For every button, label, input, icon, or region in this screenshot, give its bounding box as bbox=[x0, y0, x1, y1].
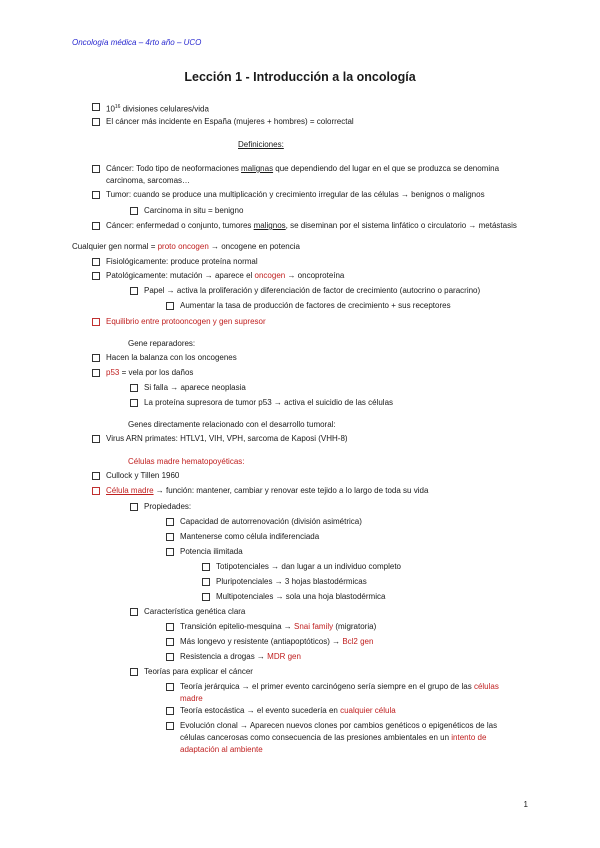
checkbox[interactable] bbox=[166, 683, 174, 691]
list-item-continuation: carcinoma, sarcomas… bbox=[106, 176, 191, 185]
list-item: Mantenerse como célula indiferenciada bbox=[180, 532, 320, 541]
list-item: Resistencia a drogas → MDR gen bbox=[180, 652, 301, 661]
checkbox[interactable] bbox=[92, 472, 100, 480]
checkbox[interactable] bbox=[130, 503, 138, 511]
list-item: La proteína supresora de tumor p53 → activa el suicidio de las células bbox=[144, 398, 394, 407]
list-item: Virus ARN primates: HTLV1, VIH, VPH, sarcoma de Kaposi (VHH-8) bbox=[106, 434, 348, 443]
section-heading: Definiciones: bbox=[238, 140, 284, 149]
section-heading: Genes directamente relacionado con el desarrollo tumoral: bbox=[128, 420, 336, 429]
list-item: Cáncer: enfermedad o conjunto, tumores malignos, se diseminan por el sistema linfático o circulatorio → metástasis bbox=[106, 221, 517, 230]
checkbox[interactable] bbox=[166, 518, 174, 526]
list-item: Totipotenciales → dan lugar a un individuo completo bbox=[216, 562, 402, 571]
list-item: Papel → activa la proliferación y diferenciación de factor de crecimiento (autocrino o paracrino) bbox=[144, 286, 481, 295]
list-item: p53 = vela por los daños bbox=[106, 368, 194, 377]
checkbox[interactable] bbox=[166, 722, 174, 730]
page-title: Lección 1 - Introducción a la oncología bbox=[184, 70, 416, 84]
checkbox[interactable] bbox=[92, 165, 100, 173]
section-heading: Células madre hematopoyéticas: bbox=[128, 457, 245, 466]
list-item: Evolución clonal → Aparecen nuevos clones por cambios genéticos o epigenéticos de las bbox=[180, 721, 498, 730]
checkbox[interactable] bbox=[166, 638, 174, 646]
list-item: Si falla → aparece neoplasia bbox=[144, 383, 246, 392]
checkbox[interactable] bbox=[130, 384, 138, 392]
list-item: Característica genética clara bbox=[144, 607, 246, 616]
checkbox[interactable] bbox=[130, 287, 138, 295]
checkbox[interactable] bbox=[202, 578, 210, 586]
section-heading: Gene reparadores: bbox=[128, 339, 196, 348]
checkbox[interactable] bbox=[130, 399, 138, 407]
list-item: Propiedades: bbox=[144, 502, 192, 511]
list-item: Aumentar la tasa de producción de factores de crecimiento + sus receptores bbox=[180, 301, 451, 310]
checkbox[interactable] bbox=[92, 435, 100, 443]
checkbox[interactable] bbox=[92, 118, 100, 126]
checkbox[interactable] bbox=[92, 354, 100, 362]
checkbox[interactable] bbox=[166, 302, 174, 310]
list-item: Cáncer: Todo tipo de neoformaciones malignas que dependiendo del lugar en el que se produzca se denomina bbox=[106, 164, 500, 173]
checkbox[interactable] bbox=[92, 369, 100, 377]
list-item: Hacen la balanza con los oncogenes bbox=[106, 353, 237, 362]
list-item: Fisiológicamente: produce proteína normal bbox=[106, 257, 258, 266]
list-item: Teoría jerárquica → el primer evento carcinógeno sería siempre en el grupo de las células bbox=[180, 682, 499, 691]
list-item: Capacidad de autorrenovación (división asimétrica) bbox=[180, 517, 362, 526]
checkbox[interactable] bbox=[166, 707, 174, 715]
checkbox[interactable] bbox=[166, 533, 174, 541]
list-item-continuation: células cancerosas como consecuencia de las presiones ambientales en un intento de bbox=[180, 733, 487, 742]
checkbox[interactable] bbox=[92, 258, 100, 266]
checkbox[interactable] bbox=[166, 548, 174, 556]
checkbox[interactable] bbox=[202, 563, 210, 571]
list-item-continuation: madre bbox=[180, 694, 203, 703]
checkbox[interactable] bbox=[92, 191, 100, 199]
page-number: 1 bbox=[523, 800, 528, 809]
list-item: Carcinoma in situ = benigno bbox=[144, 206, 244, 215]
checkbox[interactable] bbox=[92, 487, 100, 495]
checkbox[interactable] bbox=[166, 653, 174, 661]
running-header: Oncología médica – 4rto año – UCO bbox=[72, 38, 202, 47]
list-item: $10^{16}$ divisiones celulares/vida bbox=[106, 104, 209, 114]
list-item: Equilibrio entre protooncogen y gen supresor bbox=[106, 317, 266, 326]
list-item: El cáncer más incidente en España (mujeres + hombres) = colorrectal bbox=[106, 117, 354, 126]
checkbox[interactable] bbox=[92, 272, 100, 280]
list-item: Teorías para explicar el cáncer bbox=[144, 667, 253, 676]
list-item: Cullock y Tillen 1960 bbox=[106, 471, 180, 480]
checkbox[interactable] bbox=[92, 103, 100, 111]
list-item: Pluripotenciales → 3 hojas blastodérmicas bbox=[216, 577, 367, 586]
list-item: Tumor: cuando se produce una multiplicación y crecimiento irregular de las células → benignos o malignos bbox=[106, 190, 485, 199]
list-item: Potencia ilimitada bbox=[180, 547, 243, 556]
checkbox[interactable] bbox=[92, 222, 100, 230]
list-item: Transición epitelio-mesquina → Snai family (migratoria) bbox=[180, 622, 377, 631]
list-item: Teoría estocástica → el evento sucedería en cualquier célula bbox=[180, 706, 396, 715]
checkbox[interactable] bbox=[130, 608, 138, 616]
list-item-continuation: adaptación al ambiente bbox=[180, 745, 263, 754]
checkbox[interactable] bbox=[166, 623, 174, 631]
checkbox[interactable] bbox=[92, 318, 100, 326]
list-item: Multipotenciales → sola una hoja blastodérmica bbox=[216, 592, 386, 601]
statement: Cualquier gen normal = proto oncogen → oncogene en potencia bbox=[72, 242, 300, 251]
checkbox[interactable] bbox=[130, 207, 138, 215]
checkbox[interactable] bbox=[202, 593, 210, 601]
list-item: Célula madre → función: mantener, cambiar y renovar este tejido a lo largo de toda su vida bbox=[106, 486, 429, 495]
list-item: Patológicamente: mutación → aparece el oncogen → oncoproteína bbox=[106, 271, 345, 280]
list-item: Más longevo y resistente (antiapoptóticos) → Bcl2 gen bbox=[180, 637, 374, 646]
checkbox[interactable] bbox=[130, 668, 138, 676]
